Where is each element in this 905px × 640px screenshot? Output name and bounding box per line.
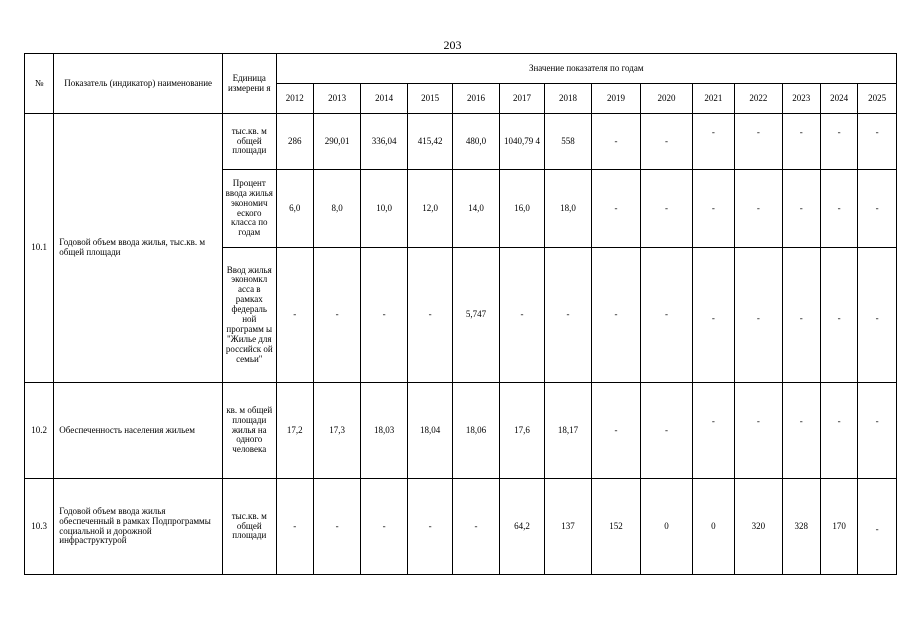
year-header: 2022 [735,84,782,114]
unit-cell: тыс.кв. м общей площади [223,479,277,575]
year-header: 2019 [591,84,641,114]
value-cell: 17,2 [276,383,313,479]
unit-cell: Ввод жилья экономкл асса в рамках федераль ной программ ы "Жилье для российск ой семьи" [223,248,277,383]
value-cell: 480,0 [453,114,499,170]
value-cell: - [499,248,544,383]
indicator-name: Годовой объем ввода жилья обеспеченный в рамках Подпрограммы социальной и дорожной инфраструктурой [54,479,223,575]
value-cell: - [858,114,897,170]
value-cell: - [782,114,820,170]
value-cell: - [591,248,641,383]
value-cell: 152 [591,479,641,575]
value-cell: 17,3 [313,383,360,479]
value-cell: 18,04 [407,383,452,479]
header-indicator: Показатель (индикатор) наименование [54,54,223,114]
value-cell: - [641,383,693,479]
value-cell: - [361,248,407,383]
value-cell: 290,01 [313,114,360,170]
value-cell: - [735,170,782,248]
value-cell: - [820,248,857,383]
value-cell: 17,6 [499,383,544,479]
value-cell: 286 [276,114,313,170]
value-cell: - [276,248,313,383]
value-cell: - [641,248,693,383]
value-cell: - [692,114,734,170]
value-cell: - [858,170,897,248]
row-number: 10.1 [25,114,54,383]
page-number: 203 [443,38,462,52]
value-cell: 6,0 [276,170,313,248]
year-header: 2020 [641,84,693,114]
value-cell: 328 [782,479,820,575]
value-cell: 0 [641,479,693,575]
value-cell: - [641,170,693,248]
year-header: 2014 [361,84,407,114]
value-cell: - [782,248,820,383]
value-cell: - [692,248,734,383]
value-cell: - [591,114,641,170]
value-cell: 12,0 [407,170,452,248]
value-cell: - [407,479,452,575]
value-cell: - [692,170,734,248]
value-cell: - [276,479,313,575]
value-cell: - [820,114,857,170]
value-cell: 5,747 [453,248,499,383]
row-number: 10.3 [25,479,54,575]
year-header: 2017 [499,84,544,114]
value-cell: - [782,170,820,248]
value-cell: 415,42 [407,114,452,170]
value-cell: 64,2 [499,479,544,575]
value-cell: 18,03 [361,383,407,479]
year-header: 2013 [313,84,360,114]
value-cell: - [313,479,360,575]
indicator-table [24,53,897,575]
indicator-name: Годовой объем ввода жилья, тыс.кв. м общей площади [54,114,223,383]
header-num: № [25,54,54,114]
value-cell: 320 [735,479,782,575]
year-header: 2015 [407,84,452,114]
table-row [25,479,897,575]
unit-cell: Процент ввода жилья экономич еского класса по годам [223,170,277,248]
value-cell: - [858,248,897,383]
value-cell: 10,0 [361,170,407,248]
value-cell: - [858,383,897,479]
value-cell: - [591,383,641,479]
value-cell: - [820,383,857,479]
value-cell: 14,0 [453,170,499,248]
value-cell: - [692,383,734,479]
year-header: 2021 [692,84,734,114]
value-cell: - [545,248,591,383]
value-cell: - [735,248,782,383]
year-header: 2023 [782,84,820,114]
value-cell: - [641,114,693,170]
value-cell: - [361,479,407,575]
year-header: 2012 [276,84,313,114]
unit-cell: кв. м общей площади жилья на одного человека [223,383,277,479]
value-cell: 18,06 [453,383,499,479]
year-header: 2024 [820,84,857,114]
value-cell: 18,0 [545,170,591,248]
value-cell: - [735,114,782,170]
value-cell: 137 [545,479,591,575]
year-header: 2018 [545,84,591,114]
value-cell: - [820,170,857,248]
value-cell: 16,0 [499,170,544,248]
header-unit: Единица измерени я [223,54,277,114]
value-cell: - [782,383,820,479]
indicator-name: Обеспеченность населения жильем [54,383,223,479]
value-cell: 170 [820,479,857,575]
value-cell: - [591,170,641,248]
value-cell: 8,0 [313,170,360,248]
value-cell: - [735,383,782,479]
year-header: 2025 [858,84,897,114]
value-cell: 1040,79 4 [499,114,544,170]
header-values-by-year: Значение показателя по годам [276,54,896,84]
value-cell: 558 [545,114,591,170]
table-row [25,114,897,170]
year-header: 2016 [453,84,499,114]
value-cell: 336,04 [361,114,407,170]
value-cell: - [858,479,897,575]
value-cell: 18,17 [545,383,591,479]
value-cell: - [313,248,360,383]
value-cell: - [453,479,499,575]
value-cell: - [407,248,452,383]
value-cell: 0 [692,479,734,575]
table-row [25,383,897,479]
row-number: 10.2 [25,383,54,479]
unit-cell: тыс.кв. м общей площади [223,114,277,170]
